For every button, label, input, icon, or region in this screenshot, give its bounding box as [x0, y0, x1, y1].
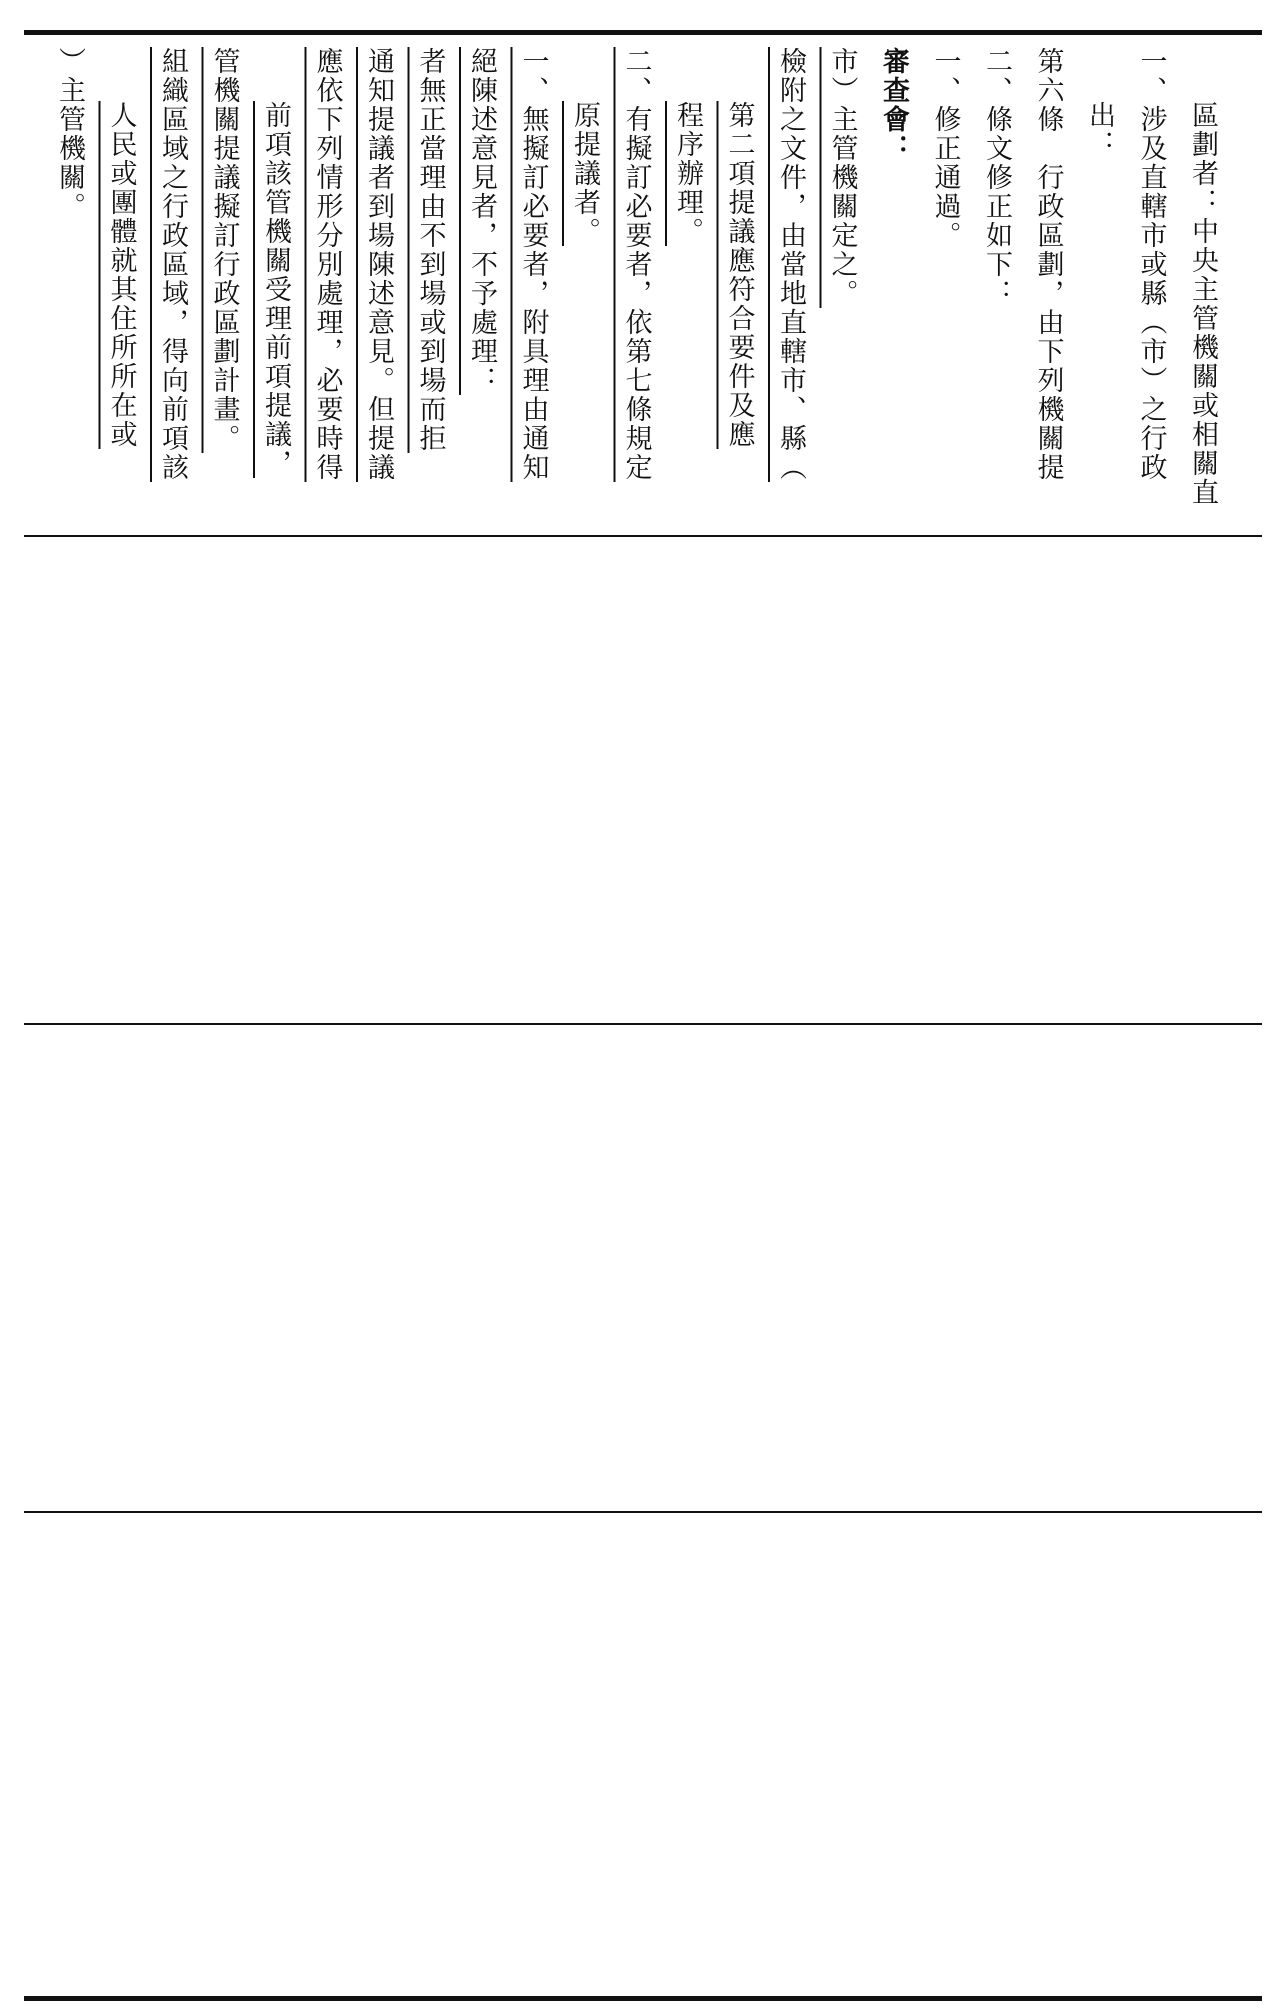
column-text: 第六條 行政區劃，由下列機關提: [1032, 47, 1064, 482]
amended-text: 程序辦理。: [672, 101, 703, 246]
text-column-16: [826, 47, 858, 308]
text-column-3: [159, 47, 186, 482]
text-column-11: [571, 101, 598, 246]
amended-text: 通知提議者到場陳述意見。但提議: [363, 47, 394, 482]
amended-text: 二、有擬訂必要者，依第七條規定: [620, 47, 652, 482]
text-column-23: [1189, 101, 1216, 507]
text-column-19: [983, 47, 1010, 308]
amended-text: 者無正當理由不到場或到場而拒: [414, 47, 446, 453]
text-column-8: [414, 47, 446, 453]
text-column-15: [777, 47, 804, 482]
text-column-4: [208, 47, 240, 453]
text-column-20: [1032, 47, 1064, 482]
amended-text: 應依下列情形分別處理，必要時得: [311, 47, 343, 482]
column-text: 區劃者：中央主管機關或相關直: [1187, 101, 1218, 507]
bottom-rule: [24, 1996, 1262, 2001]
amended-text: 管機關提議擬訂行政區劃計畫。: [208, 47, 240, 453]
text-column-17: [880, 47, 907, 163]
text-column-2: [105, 101, 137, 449]
amended-text: 前項該管機關受理前項提議，: [260, 101, 291, 478]
text-column-14: [723, 101, 755, 449]
empty-cell-4: [24, 1513, 1262, 1996]
amended-text: 第二項提議應符合要件及應: [723, 101, 755, 449]
text-column-7: [365, 47, 392, 482]
text-column-10: [517, 47, 549, 482]
column-text: 一、修正通過。: [929, 47, 961, 250]
empty-cell-2: [24, 537, 1262, 1023]
text-column-12: [620, 47, 652, 482]
amended-text: 檢附之文件，由當地直轄市、縣（: [775, 47, 806, 482]
text-column-13: [674, 101, 701, 246]
text-column-6: [311, 47, 343, 482]
text-cell: [24, 35, 1262, 535]
text-column-22: [1135, 47, 1167, 482]
amended-text: 組織區域之行政區域，得向前項該: [157, 47, 188, 482]
amended-text: 市）主管機關定之。: [826, 47, 858, 308]
column-text: 出：: [1084, 101, 1115, 159]
column-text: ）主管機關。: [54, 47, 85, 221]
amended-text: 絕陳述意見者，不予處理：: [466, 47, 497, 395]
empty-cell-3: [24, 1025, 1262, 1511]
amended-text: 原提議者。: [569, 101, 600, 246]
amended-text: 人民或團體就其住所所在或: [105, 101, 137, 449]
amended-text: 一、無擬訂必要者，附具理由通知: [517, 47, 549, 482]
column-text: 審查會：: [878, 47, 909, 163]
column-text: 一、涉及直轄市或縣（市）之行政: [1135, 47, 1167, 482]
text-column-9: [468, 47, 495, 395]
text-column-21: [1086, 101, 1113, 159]
text-column-1: [56, 47, 83, 221]
text-column-5: [262, 101, 289, 478]
text-column-18: [929, 47, 961, 250]
column-text: 二、條文修正如下：: [981, 47, 1012, 308]
